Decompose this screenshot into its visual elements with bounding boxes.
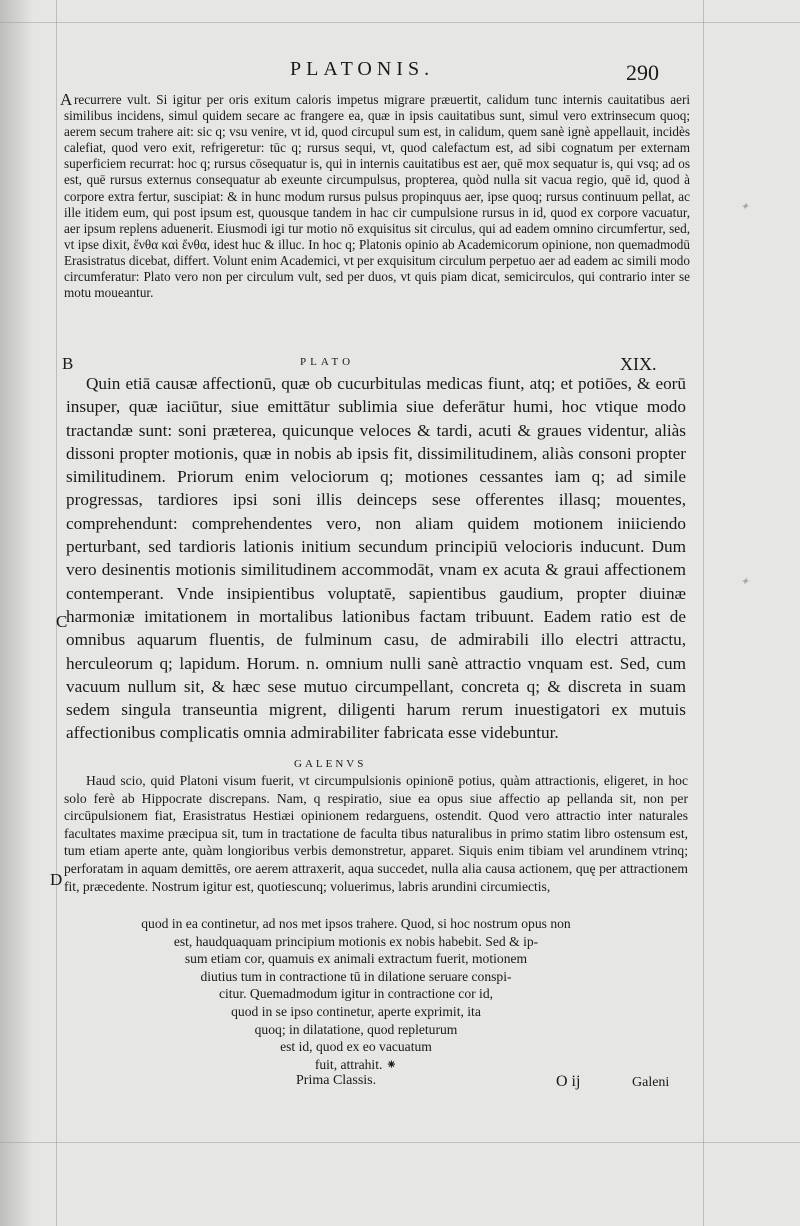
- catchword: Galeni: [632, 1075, 670, 1090]
- lemma-paragraph: [64, 92, 690, 301]
- section-number: XIX.: [620, 354, 657, 374]
- margin-letter-a: A: [60, 90, 73, 109]
- page-number: 290: [626, 60, 659, 85]
- bleed-through-mark: ✦: [740, 201, 750, 213]
- taper-line: est id, quod ex eo vacuatum: [280, 1039, 432, 1055]
- ruling-line: [703, 0, 704, 1226]
- taper-line: sum etiam cor, quamuis ex animali extractum fuerit, motionem: [184, 951, 528, 967]
- gutter-shadow: [0, 0, 34, 1226]
- ruling-line: [0, 22, 800, 23]
- plato-paragraph: [66, 372, 686, 745]
- taper-line: quod in ea continetur, ad nos met ipsos trahere. Quod, si hoc nostrum opus non: [141, 916, 571, 931]
- signature-mark: O ij: [556, 1073, 581, 1090]
- margin-letter-d: D: [50, 870, 63, 889]
- margin-letter-c: C: [56, 612, 68, 631]
- ruling-line: [0, 1142, 800, 1143]
- margin-letter-b: B: [62, 354, 74, 373]
- galen-tapered-conclusion: [96, 915, 616, 1073]
- taper-line: fuit, attrahit. ⁕: [314, 1056, 398, 1072]
- lemma-text: recurrere vult. Si igitur per oris exitum caloris impetus migrare præuertit, calidum tunc internis cauitatibus aeri similibus incidens, simul quidem secare ac frangere ea, quæ in ipsis cauitatibus sunt, simul vero extrinsecum quoq; aerem secum trahere ait: sic q; vsu venire, vt id, quod circupul sum est, in calidum, quem sanè ignè appellauit, incidès calefiat, quod vero exit, refrigeretur: tūc q; rursus sequi, vt, quod calefactum est, ad sibi cognatum per externam superficiem recurrat: hoc q; rursus cōsequatur is, qui in internis cauitatibus est aer, quē mox sequatur is, qui vsq; ad os est, quē rursus externus consequatur ab exeunte circumpulsus, propterea, quòd nulla sit vacua regio, quē id, quod à corpore extra fertur, suscipiat: & in hunc modum rursus pulsus propinquus aer, ipse quoq; rursus continuum pellat, ac ille itidem eum, qui post ipsum est, quousque tandem in hac cir cumpulsione rursus in id, quod ex corpore vacuatur, aer ipsum replens aduenerit. Eiusmodi igi tur motio nō exquisitus sit circulus, qui ad eadem omnino circumfertur, sed, vt ipse dixit, ἔνθα καὶ ἔνθα, idest huc & illuc. In hoc q; Platonis opinio ab Academicorum opinione, non quemadmodū Erasistratus dicebat, differt. Volunt enim Academici, vt per exquisitum circulum perpetuo aer ad eadem ac simili modo circumferatur: Plato vero non per circulum vult, sed per duos, vt quis piam dicat, semicirculos, qui contrario inter se motu moueantur.: [64, 92, 690, 301]
- taper-line: quod in se ipso continetur, aperte exprimit, ita: [231, 1003, 481, 1019]
- running-title: PLATONIS.: [290, 58, 435, 80]
- galen-paragraph: [64, 772, 688, 895]
- section-heading-plato: PLATO: [300, 356, 355, 368]
- galen-text: Haud scio, quid Platoni visum fuerit, vt circumpulsionis opinionē potius, quàm attractionis, eligeret, in hoc solo ferè ab Hippocrate discrepans. Nam, q respiratio, siue ea opus siue affectio ap pellanda sit, non per circūpulsionem fiat, Erasistratus Hestiæi opinionem redarguens, ostendit. Quod vero attractio inter naturales facultates maxime præcipua sit, tum in tractatione de faculta tibus naturalibus in primo statim libro ostensum est, tum etiam aperte ante, quàm longioribus verbis demonstretur, apparet. Siquis enim tibiam vel arundinem vtrinq; perforatam in aquam demittēs, ore aerem attraxerit, aqua succedet, nulla alia causa actionem, quę per attractionem fit, præcedente. Nostrum igitur est, quotiescunq; voluerimus, labris arundini circumiectis,: [64, 773, 688, 894]
- section-heading-galen: GALENVS: [294, 758, 367, 770]
- plato-text: Quin etiā causæ affectionū, quæ ob cucurbitulas medicas fiunt, atq; et potiōes, & eorū insuper, quæ iaciūtur, siue emittātur sublimia siue deferātur humi, hoc vtique modo tractandæ sunt: soni præterea, quicunque veloces & tardi, acuti & graues videntur, aliàs dissoni propter motionis, quæ in nobis ab ipsis fit, dissimilitudinem, aliàs consoni propter similitudinem. Priorum enim velociorum q; motiones cessantes iam q; ad simile progressas, tardiores ipsi soni illis deinceps sese offerentes illasq; mouentes, comprehendunt: comprehendentes vero, non aliam quidem motionem iniiciendo perturbant, sed tardioris lationis initium secundum principiū velocioris inducunt. Dum vero desinentis motionis similitudinem accommodāt, vnam ex acuta & graui affectionem contemperant. Vnde insipientibus voluptatē, sapientibus gaudium, propter diuinæ harmoniæ imitationem in mortalibus lationibus factam tribuunt. Eadem ratio est de omnibus aquarum fluentis, de fulminum casu, de admirabili illo electri attractu, herculeorum q; lapidum. Horum. n. omnium nulli sanè attractio vnquam est. Sed, cum vacuum nullum sit, & hæc sese mutuo circumpellant, concreta q; & discreta in suam sedem singula transeuntia migrent, diligenti harum rerum inuestigatori ex mutuis affectionibus complicatis omnia admirabiliter fabricata esse videbuntur.: [66, 374, 686, 743]
- taper-line: est, haudquaquam principium motionis ex nobis habebit. Sed & ip-: [173, 933, 539, 949]
- bleed-through-mark: ✦: [740, 576, 750, 588]
- taper-line: diutius tum in contractione tū in dilatione seruare conspi-: [200, 968, 512, 984]
- signature-note: Prima Classis.: [296, 1073, 377, 1088]
- taper-line: quoq; in dilatatione, quod repleturum: [254, 1021, 458, 1037]
- taper-line: citur. Quemadmodum igitur in contractione cor id,: [218, 986, 494, 1002]
